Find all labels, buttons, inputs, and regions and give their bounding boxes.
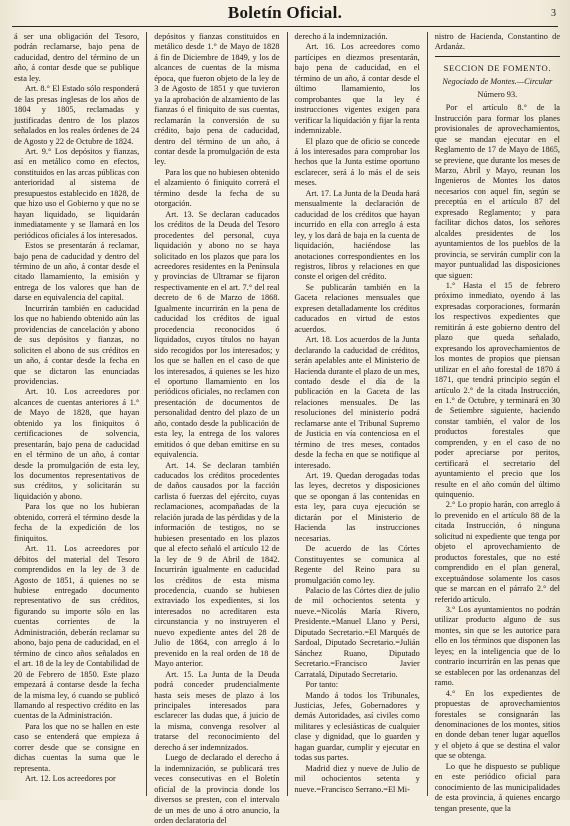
paragraph: El plazo que de oficio se concede á los interesados para comprobar los hechos que la Junta estime oportuno esclarecer, será á lo más el de seis meses. <box>294 136 420 188</box>
paragraph: 4.° En los expedientes de propuestas de aprovechamientos forestales se consignarán las denominaciones de los montes, sitios en donde deban tener lugar aquellos y el objeto á que se destina el valor que se obtenga. <box>434 688 560 761</box>
signature-line: nistro de Hacienda, Constantino de Ardanáz. <box>434 32 560 52</box>
paragraph: Estos se presentarán á reclamar, bajo pena de caducidad y dentro del término de un año, á contar desde el citado llamamiento, la emisión y entrega de los valores que han de darse en equivalencia del capital. <box>14 241 140 303</box>
paragraph: Por el artículo 8.° de la Instrucción para formar los planes provisionales de aprovechamientos, que se mandan ejecutar en el Reglamento de 17 de Mayo de 1865, se previene, que durante los meses de Marzo, Abril y Mayo, reunan los Ingenieros de Montes los datos necesarios con aquel fin, según se preceptúa en el artículo 87 del expresado Reglamento; y para facilitar dichos datos, los señores alcaldes presidentes de los ayuntamientos de los pueblos de la provincia, se servirán cumplir con la mayor puntualidad las disposiciones que siguen: <box>434 103 560 280</box>
paragraph: Art. 15. La Junta de la Deuda podrá conceder prudencialmente hasta seis meses de plazo á los principales interesados para esclarecer las dudas que, á juicio de la misma, convenga resolver al tratarse del reconocimiento del derecho á ser indemnizados. <box>154 669 280 752</box>
paragraph: Se publicarán también en la Gaceta relaciones mensuales que expresen detalladamente los créditos caducados en virtud de estos acuerdos. <box>294 282 420 334</box>
paragraph: depósitos y fianzas constituidos en metálico desde 1.° de Mayo de 1828 á fin de Diciembre de 1849, y los de alcances de cuentas de la misma época, que fueron objeto de la ley de 3 de Agosto de 1851 y que tuvieron ya la aprobación de alzamiento de las fianzas ó el finiquito de sus cuentas, reclamarán la conversión de su crédito, bajo pena de caducidad, dentro del término de un año, á contar desde la promulgación de esta ley. <box>154 32 280 167</box>
paragraph: Art. 10. Los acreedores por alcances de cuentas anteriores á 1.° de Mayo de 1828, que hayan obtenido ya los finiquitos ó certificaciones de solvencia, presentarán, bajo pena de caducidad en el término de un año, á contar desde la promulgación de esta ley, los documentos representativos de sus créditos, y solicitarán su liquidación y abono. <box>14 387 140 501</box>
column-divider <box>146 32 147 796</box>
section-number: Número 93. <box>477 89 518 99</box>
paragraph: Art. 13. Se declaran caducados los créditos de la Deuda del Tesoro procedentes del personal, cuya liquidación y abono no se haya solicitado en los plazos que para los acreedores residentes en la Península y provincias de Ultramar se fijaron respectivamente en el art. 7.° del real decreto de 6 de Marzo de 1868. Igualmente incurrirán en la pena de caducidad los créditos de igual procedencia reconocidos ó liquidados, cuyos títulos no hayan sido recogidos por los interesados; y los que se hallen en el caso de que los interesados, á quienes se les hizo el oportuno llamamiento en los periódicos oficiales, no reclamen con presentación de documentos de personalidad dentro del plazo de un año, contado desde la publicación de esta ley, la entrega de los valores emitidos ó que deban emitirse en su equivalencia. <box>154 209 280 460</box>
paragraph: derecho á la indemnización. <box>294 32 388 41</box>
section-subtitle: Negociado de Montes.—Circular <box>442 77 553 87</box>
publication-title: Boletín Oficial. <box>227 3 343 22</box>
paragraph: Para los que no hubiesen obtenido el alzamiento ó finiquito correrá el término desde la fecha de su otorgación. <box>154 167 280 209</box>
paragraph: Para los que no los hubieran obtenido, correrá el término desde la fecha de la expedición de los finiquitos. <box>14 502 140 543</box>
column-2 <box>154 32 280 825</box>
paragraph: De acuerdo de las Córtes Constituyentes se comunica al Regente del Reino para su promulgación como ley. <box>294 544 420 585</box>
paragraph: Art. 19. Quedan derogadas todas las leyes, decretos y disposiciones que se opongan á las contenidas en esta ley, para cuya ejecución se dictarán por el Ministerio de Hacienda las instrucciones necesarias. <box>294 471 420 543</box>
column-4 <box>434 32 560 813</box>
paragraph: Art. 18. Los acuerdos de la Junta declarando la caducidad de créditos, serán apelables ante el Ministerio de Hacienda durante el plazo de un mes, contado desde el día de la publicación en la Gaceta de las relaciones mensuales. De las resoluciones del ministerio podrá reclamarse ante el Tribunal Supremo de Justicia en vía contenciosa en el término de tres meses, contados desde la fecha en que se notifique al interesado. <box>294 335 420 470</box>
paragraph: 2.° Lo propio harán, con arreglo á lo prevenido en el artículo 88 de la citada Instrucción, ó ninguna solicitud ni expediente que tenga por objeto el aprovechamiento de productos forestales, que no esté comprendido en el plan general, exceptuándose solamente los casos que se marcan en el párrafo 2.° del referido artículo. <box>434 500 560 604</box>
paragraph: Madrid diez y nueve de Julio de mil ochocientos setenta y nueve.=Francisco Serrano.=El Mi- <box>294 763 420 794</box>
paragraph: Art. 12. Los acreedores por <box>25 774 116 784</box>
paragraph: Mando á todos los Tribunales, Justicias, Jefes, Gobernadores y demás Autoridades, así civiles como militares y eclesiásticas de cualquier clase y dignidad, que lo guarden y hagan guardar, cumplir y ejecutar en todas sus partes. <box>294 690 420 763</box>
paragraph: Lo que he dispuesto se publique en este periódico oficial para conocimiento de las municipalidades de esta provincia, á quienes encargo tengan presente, que la <box>434 761 560 813</box>
page-header <box>12 0 558 27</box>
paragraph: Art. 11. Los acreedores por débitos del material del Tesoro comprendidos en la ley de 3 de Agosto de 1851, á quienes no se hubiese entregado documento representativo de sus créditos, figurando su importe sólo en las cuentas corrientes de la Administración, deberán reclamar su abono, bajo pena de caducidad, en el término de cinco años señalados en el art. 18 de la ley de Contabilidad de 20 de Febrero de 1850. Este plazo empezará á contarse desde la fecha de la misma ley, ó cuando se publicó llamando al respectivo crédito en las cuentas de la Administración. <box>14 544 140 721</box>
paragraph: Art. 17. La Junta de la Deuda hará mensualmente la declaración de caducidad de los créditos que hayan incurrido en ella con arreglo á esta ley, y los dará de baja en la cuenta de liquidación, haciéndose las anotaciones correspondientes en los registros, libros y relaciones en que conste el origen del crédito. <box>294 188 420 282</box>
paragraph: Palacio de las Córtes diez de julio de mil ochocientos setenta y nueve.=Nicolás María Rivero, Presidente.=Manuel Llano y Persi, Diputado Secretario.=El Marqués de Sardoal, Diputado Secretario.=Julián Sánchez Ruano, Diputado Secretario.=Francisco Javier Carratalá, Diputado Secretario. <box>294 586 420 679</box>
column-divider <box>427 32 428 796</box>
page-number: 3 <box>551 8 556 19</box>
paragraph: Art. 16. Los acreedores como partícipes en diezmos presentarán, bajo pena de caducidad, en el término de un año, á contar desde el último llamamiento, los comprobantes que la ley é instrucciones vigentes exigen para verificar la liquidación y fijar la renta indemnizable. <box>294 42 420 136</box>
paragraph: 1.° Hasta el 15 de febrero próximo inmediato, oyendo á las expresadas corporaciones, formarán los respectivos expedientes que remitirán á este gobierno dentro del plazo que queda señalado, expresando los aprovechamientos de los montes de propios que piensan utilizar en el año forestal de 1870 á 1871, que tendrá principio según el artículo 2.° de la citada Instrucción, en 1.° de Octubre, y terminará en 30 de Setiembre siguiente, haciendo constar también, el valor de los productos forestales que comprenden, y en el caso de no poder apreciarse por peritos, certificará el secretario del ayuntamiento el precio que los resulte en el año común del último quinquenio. <box>434 280 560 500</box>
paragraph: Incurrirán también en caducidad los que no habiendo obtenido aún las providencias de cancelación y abono de sus depósitos y fianzas, no soliciten el abono de sus créditos en un año, á contar desde la fecha en que se dictaron las enunciadas providencias. <box>14 303 140 386</box>
paragraph: Art. 14. Se declaran también caducados los créditos procedentes de daños causados por la facción carlista ó fuerzas del ejército, cuyas reclamaciones, acompañadas de la relación jurada de las pérdidas y de la información de testigos, no se hubiesen presentado en los plazos que al efecto señaló el artículo 12 de la ley de 9 de Abril de 1842. Incurrirán igualmente en caducidad los créditos de esta misma procedencia, cuando se hubiesen extraviado los expedientes, si los interesados no acreditaren esta circunstancia y no instruyeren el nuevo expediente antes del 28 de Julio de 1864, con arreglo á lo prevenido en la real orden de 18 de Mayo anterior. <box>154 460 280 669</box>
paragraph: Por tanto: <box>305 680 338 690</box>
paragraph: 3.° Los ayuntamientos no podrán utilizar producto alguno de sus montes, sin que se les autorice para ello en los términos que disponen las leyes; en la inteligencia que de lo contrario incurrirán en las penas que se establecen por las ordenanzas del ramo. <box>434 605 560 688</box>
column-divider <box>287 32 288 796</box>
paragraph: á ser una obligación del Tesoro, podrán reclamarse, bajo pena de caducidad, dentro del término de un año, á contar desde que se publique esta ley. <box>14 32 140 83</box>
section-title: SECCION DE FOMENTO. <box>443 62 552 73</box>
paragraph: Luego de declarado el derecho á la indemnización, se publicará tres veces consecutivas en el Boletín oficial de la provincia donde los diversos se presten, con el intervalo de un mes de uno á otro anuncio, la orden declaratoria del <box>154 753 280 825</box>
section-divider <box>435 56 560 57</box>
text-columns <box>14 32 560 825</box>
column-1 <box>14 32 139 796</box>
column-3 <box>295 32 420 796</box>
paragraph: Para los que no se hallen en este caso se entenderá que empieza á correr desde que se consigne en dichas cuentas la suma que le representa. <box>14 721 140 773</box>
paragraph: Art. 9.° Los depósitos y fianzas, así en metálico como en efectos, constituidos en las arcas públicas con anterioridad al sistema de presupuestos establecido en 1828, de que hizo uso el Gobierno y que no se hayan liquidado, se liquidarán inmediatamente y se llamará en los periódicos oficiales á los interesados. <box>14 146 140 240</box>
paragraph: Art. 8.° El Estado sólo responderá de las presas inglesas de los años de 1804 y 1805, reclamadas y justificadas dentro de los plazos señalados en los reales órdenes de 24 de Agosto y 22 de Octubre de 1824. <box>14 84 140 146</box>
